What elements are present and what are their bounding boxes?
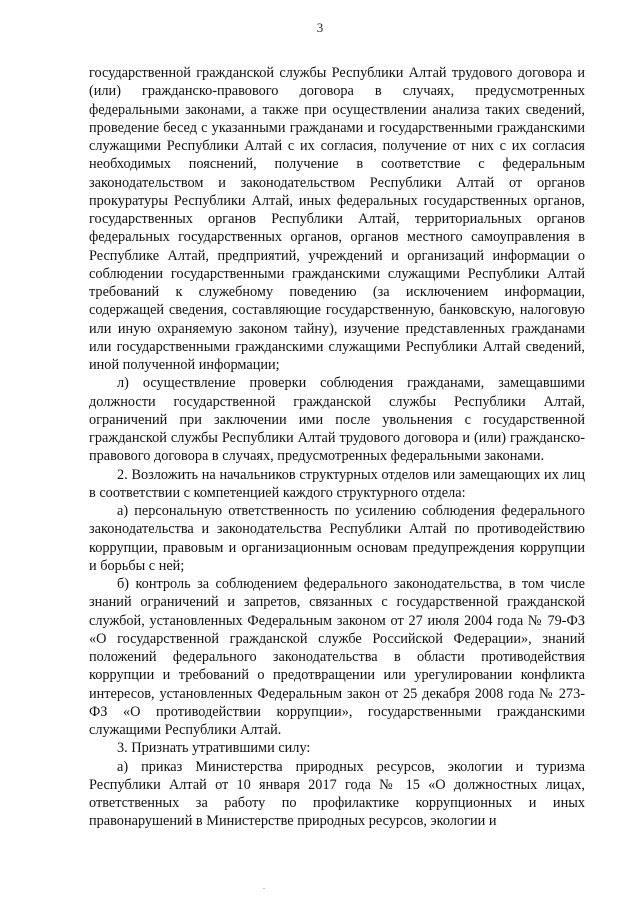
paragraph-continuation: государственной гражданской службы Республики Алтай трудового договора и (или) гражданско-правового договора в случаях, предусмотренных федеральными законами, а также при осуществлении анализа таких сведений, проведение бесед с указанными гражданами и государственными гражданскими служащими Республики Алтай с их согласия, получение от них с их согласия необходимых пояснений, получение в соответствие с федеральным законодательством и законодательством Республики Алтай от органов прокуратуры Республики Алтай, иных федеральных государственных органов, государственных органов Республики Алтай, территориальных органов федеральных государственных органов, органов местного самоуправления в Республике Алтай, предприятий, учреждений и организаций информации о соблюдении государственными гражданскими служащими Республики Алтай требований к служебному поведению (за исключением информации, содержащей сведения, составляющие государственную, банковскую, налоговую или иную охраняемую законом тайну), изучение представленных гражданами или государственными гражданскими служащими Республики Алтай сведений, иной полученной информации; xyxy=(89,65,585,373)
paragraph-section-3: 3. Признать утратившими силу: xyxy=(117,740,311,757)
paragraph-item-a: а) персональную ответственность по усилению соблюдения федерального законодательства и законодательства Республики Алтай по противодействию коррупции, правовым и организационным основам предупреждения коррупции и борьбы с ней; xyxy=(89,503,585,574)
page-number: 3 xyxy=(316,20,324,35)
paragraph-section-3-item-a: а) приказ Министерства природных ресурсов, экологии и туризма Республики Алтай от 10 января 2017 года № 15 «О должностных лицах, ответственных за работу по профилактике коррупционных и иных правонарушений в Министерстве природных ресурсов, экологии и xyxy=(89,758,585,830)
scan-artifact xyxy=(263,888,265,889)
paragraph-item-l: л) осуществление проверки соблюдения гражданами, замещавшими должности государственной гражданской службы Республики Алтай, ограничений при заключении ими после увольнения с государственной гражданской службы Республики Алтай трудового договора и (или) гражданско-правового договора в случаях, предусмотренных федеральными законами. xyxy=(89,375,585,465)
document-body xyxy=(89,64,585,831)
paragraph-section-2: 2. Возложить на начальников структурных отделов или замещающих их лиц в соответствии с компетенцией каждого структурного отдела: xyxy=(89,466,585,501)
paragraph-item-b: б) контроль за соблюдением федерального законодательства, в том числе знаний ограничений и запретов, связанных с государственной гражданской службой, установленных Федеральным законом от 27 июля 2004 года № 79-ФЗ «О государственной гражданской службе Российской Федерации», знаний положений федерального законодательства в области противодействия коррупции и требований о предотвращении или урегулировании конфликта интересов, установленных Федеральным закон от 25 декабря 2008 года № 273-ФЗ «О противодействии коррупции», государственными гражданскими служащими Республики Алтай. xyxy=(89,576,585,738)
